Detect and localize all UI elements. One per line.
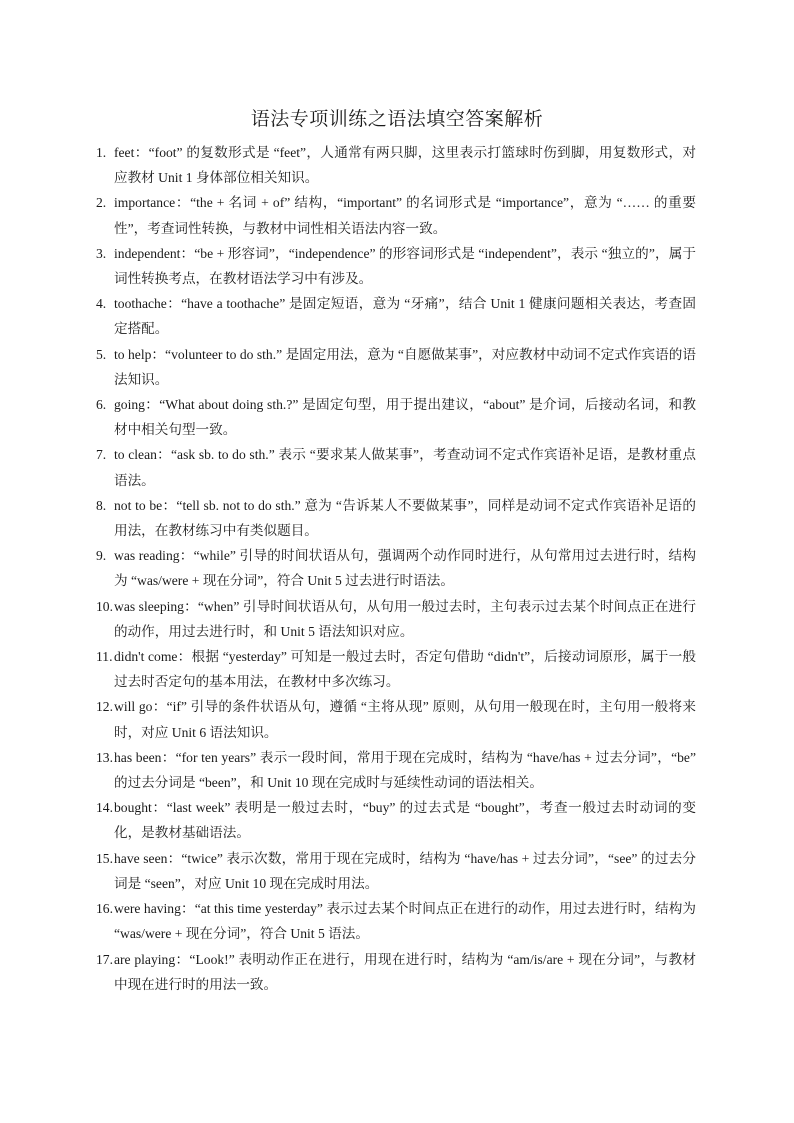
answer-item-17: [96, 947, 696, 997]
item-text: will go：“if” 引导的条件状语从句，遵循 “主将从现” 原则，从句用一般现在时，主句用一般将来时，对应 Unit 6 语法知识。: [114, 699, 696, 740]
item-text: are playing：“Look!” 表明动作正在进行，用现在进行时，结构为 “am/is/are + 现在分词”，与教材中现在进行时的用法一致。: [114, 951, 696, 992]
item-number: 9.: [96, 548, 107, 564]
item-number: 10.: [96, 598, 113, 614]
answer-item-7: [96, 442, 696, 492]
item-number: 1.: [96, 145, 107, 160]
answer-list: [96, 140, 696, 997]
item-number: 5.: [96, 346, 107, 362]
item-text: was reading：“while” 引导的时间状语从句，强调两个动作同时进行，从句常用过去进行时，结构为 “was/were + 现在分词”，符合 Unit 5 过去进行时语法。: [114, 548, 696, 589]
answer-item-1: [96, 140, 696, 190]
item-number: 2.: [96, 195, 107, 211]
answer-item-5: [96, 342, 696, 392]
item-text: toothache：“have a toothache” 是固定短语，意为 “牙痛”，结合 Unit 1 健康问题相关表达，考查固定搭配。: [114, 296, 696, 337]
answer-item-4: [96, 291, 696, 341]
item-number: 14.: [96, 800, 113, 816]
item-text: feet：“foot” 的复数形式是 “feet”，人通常有两只脚，这里表示打篮球时伤到脚，用复数形式，对应教材 Unit 1 身体部位相关知识。: [114, 145, 696, 186]
item-text: bought：“last week” 表明是一般过去时，“buy” 的过去式是 “bought”，考查一般过去时动词的变化，是教材基础语法。: [114, 800, 696, 841]
item-text: importance：“the + 名词 + of” 结构，“important” 的名词形式是 “importance”，意为 “…… 的重要性”，考查词性转换，与教材中词性相关语法内容一致。: [114, 195, 696, 236]
answer-item-10: [96, 594, 696, 644]
item-text: independent：“be + 形容词”，“independence” 的形容词形式是 “independent”，表示 “独立的”，属于词性转换考点，在教材语法学习中有涉及。: [114, 245, 696, 287]
item-number: 17.: [96, 951, 113, 967]
answer-item-15: [96, 846, 696, 896]
answer-item-13: [96, 745, 696, 795]
item-number: 15.: [96, 850, 113, 866]
answer-item-8: [96, 493, 696, 543]
answer-item-16: [96, 896, 696, 946]
item-number: 11.: [96, 649, 113, 665]
answer-item-3: [96, 241, 696, 291]
item-text: was sleeping：“when” 引导时间状语从句，从句用一般过去时，主句表示过去某个时间点正在进行的动作，用过去进行时，和 Unit 5 语法知识对应。: [114, 598, 696, 639]
item-text: have seen：“twice” 表示次数，常用于现在完成时，结构为 “have/has + 过去分词”，“see” 的过去分词是 “seen”，对应 Unit 10 现在完成时用法。: [114, 850, 696, 891]
item-number: 12.: [96, 699, 113, 715]
item-number: 6.: [96, 397, 107, 413]
item-text: going：“What about doing sth.?” 是固定句型，用于提出建议，“about” 是介词，后接动名词，和教材中相关句型一致。: [114, 397, 696, 438]
item-text: to help：“volunteer to do sth.” 是固定用法，意为 “自愿做某事”，对应教材中动词不定式作宾语的语法知识。: [114, 346, 696, 387]
answer-item-14: [96, 795, 696, 845]
item-text: not to be：“tell sb. not to do sth.” 意为 “告诉某人不要做某事”，同样是动词不定式作宾语补足语的用法，在教材练习中有类似题目。: [114, 497, 696, 539]
item-number: 16.: [96, 901, 113, 917]
answer-item-11: [96, 644, 696, 694]
item-number: 13.: [96, 749, 113, 765]
document-title: 语法专项训练之语法填空答案解析: [250, 109, 544, 130]
answer-item-6: [96, 392, 696, 442]
item-text: were having：“at this time yesterday” 表示过去某个时间点正在进行的动作，用过去进行时，结构为 “was/were + 现在分词”，符合 Unit 5 语法。: [114, 901, 696, 942]
item-number: 4.: [96, 296, 107, 312]
item-number: 8.: [96, 497, 107, 513]
answer-item-9: [96, 543, 696, 593]
answer-item-2: [96, 190, 696, 240]
item-text: to clean：“ask sb. to do sth.” 表示 “要求某人做某事”，考查动词不定式作宾语补足语，是教材重点语法。: [114, 447, 696, 488]
item-text: didn't come：根据 “yesterday” 可知是一般过去时，否定句借助 “didn't”，后接动词原形，属于一般过去时否定句的基本用法，在教材中多次练习。: [114, 649, 696, 690]
item-number: 3.: [96, 245, 107, 261]
item-text: has been：“for ten years” 表示一段时间，常用于现在完成时，结构为 “have/has + 过去分词”，“be” 的过去分词是 “been”，和 Unit 10 现在完成时与延续性动词的语法相关。: [114, 749, 696, 791]
answer-item-12: [96, 694, 696, 744]
item-number: 7.: [96, 447, 107, 463]
